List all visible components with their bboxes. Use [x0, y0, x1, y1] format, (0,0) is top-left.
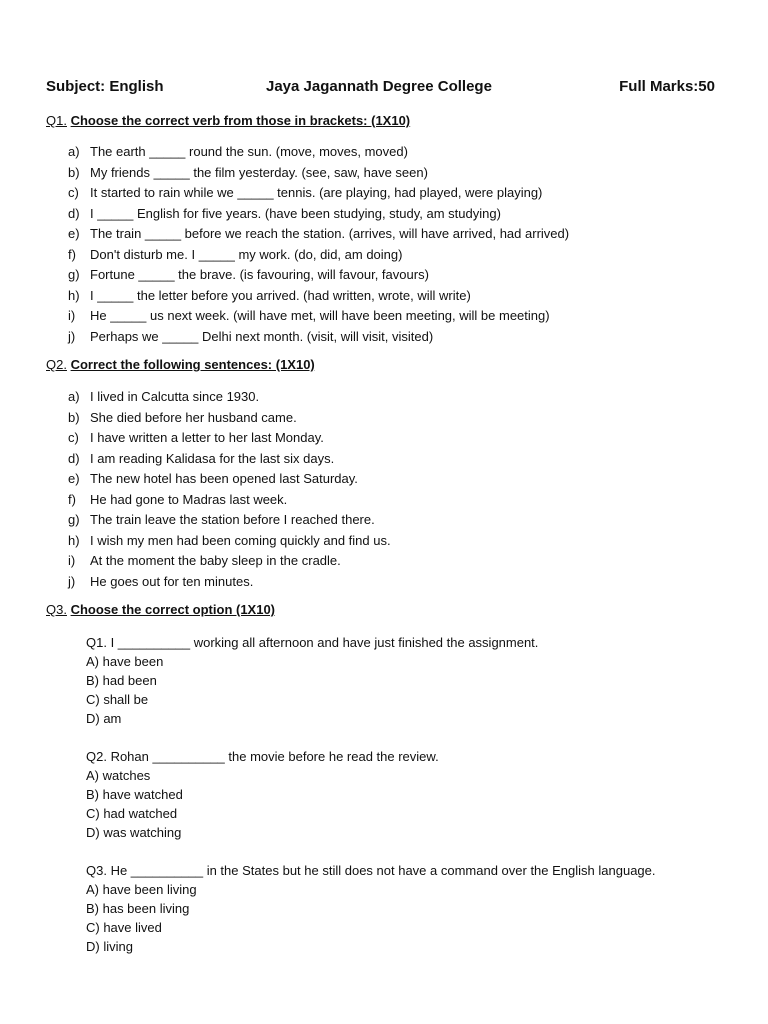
item-marker: b): [68, 164, 80, 180]
item-text: I am reading Kalidasa for the last six days.: [90, 450, 335, 466]
item-marker: i): [68, 308, 76, 323]
mcq-question-1: [86, 633, 538, 728]
option-d: D) living: [86, 939, 133, 954]
q3-number: Q3.: [46, 602, 67, 617]
item-text: He goes out for ten minutes.: [90, 573, 254, 589]
item-marker: a): [68, 144, 80, 159]
item-text: At the moment the baby sleep in the cradle.: [90, 553, 341, 568]
mcq-question-3: [86, 861, 656, 956]
item-text: Fortune _____ the brave. (is favouring, will favour, favours): [90, 267, 429, 282]
q1-title: Choose the correct verb from those in brackets: (1X10): [70, 113, 411, 128]
item-marker: h): [68, 287, 80, 303]
option-b: B) had been: [86, 673, 157, 688]
item-marker: g): [68, 512, 80, 527]
item-marker: e): [68, 471, 80, 486]
option-c: C) shall be: [86, 692, 149, 707]
option-d: D) am: [86, 711, 122, 726]
item-marker: c): [68, 430, 79, 445]
item-text: The train _____ before we reach the station. (arrives, will have arrived, had arrived): [90, 226, 570, 241]
q2-number: Q2.: [46, 357, 67, 372]
option-d: D) was watching: [86, 825, 182, 840]
question-stem: Q1. I __________ working all afternoon and have just finished the assignment.: [86, 635, 539, 650]
item-text: I _____ the letter before you arrived. (had written, wrote, will write): [90, 287, 471, 303]
option-a: A) watches: [86, 768, 151, 783]
item-marker: g): [68, 267, 80, 282]
item-text: I have written a letter to her last Monday.: [90, 430, 324, 445]
item-marker: j): [68, 573, 76, 589]
option-a: A) have been living: [86, 882, 197, 897]
item-marker: e): [68, 226, 80, 241]
item-marker: d): [68, 450, 80, 466]
item-marker: f): [68, 246, 76, 262]
option-a: A) have been: [86, 654, 164, 669]
item-marker: i): [68, 553, 76, 568]
item-marker: a): [68, 389, 80, 404]
item-text: The new hotel has been opened last Saturday.: [90, 471, 358, 486]
item-marker: d): [68, 205, 80, 221]
q2-heading: [46, 357, 315, 372]
item-text: My friends _____ the film yesterday. (see, saw, have seen): [90, 164, 428, 180]
item-text: The earth _____ round the sun. (move, moves, moved): [90, 144, 408, 159]
question-stem: Q2. Rohan __________ the movie before he read the review.: [86, 749, 439, 764]
item-text: He had gone to Madras last week.: [90, 491, 288, 507]
option-b: B) has been living: [86, 901, 190, 916]
q2-title: Correct the following sentences: (1X10): [70, 357, 315, 372]
page-header: [0, 78, 768, 100]
option-c: C) have lived: [86, 920, 162, 935]
item-text: I lived in Calcutta since 1930.: [90, 389, 260, 404]
college-name: Jaya Jagannath Degree College: [266, 78, 492, 95]
option-b: B) have watched: [86, 787, 183, 802]
q1-heading: [46, 113, 410, 128]
item-text: He _____ us next week. (will have met, will have been meeting, will be meeting): [90, 308, 550, 323]
mcq-question-2: [86, 747, 439, 842]
q3-title: Choose the correct option (1X10): [70, 602, 276, 617]
option-c: C) had watched: [86, 806, 178, 821]
item-marker: j): [68, 328, 76, 344]
item-marker: b): [68, 409, 80, 425]
item-text: It started to rain while we _____ tennis. (are playing, had played, were playing): [90, 185, 543, 200]
item-text: Don't disturb me. I _____ my work. (do, did, am doing): [90, 246, 403, 262]
item-marker: c): [68, 185, 79, 200]
subject-label: Subject: English: [46, 78, 164, 95]
item-marker: h): [68, 532, 80, 548]
item-text: I _____ English for five years. (have been studying, study, am studying): [90, 205, 501, 221]
item-text: She died before her husband came.: [90, 409, 297, 425]
q1-number: Q1.: [46, 113, 67, 128]
q3-heading: [46, 602, 275, 617]
item-marker: f): [68, 491, 76, 507]
item-text: I wish my men had been coming quickly and find us.: [90, 532, 391, 548]
full-marks-label: Full Marks:50: [619, 78, 715, 95]
item-text: The train leave the station before I reached there.: [90, 512, 375, 527]
item-text: Perhaps we _____ Delhi next month. (visit, will visit, visited): [90, 328, 434, 344]
question-stem: Q3. He __________ in the States but he still does not have a command over the English language.: [86, 863, 656, 878]
